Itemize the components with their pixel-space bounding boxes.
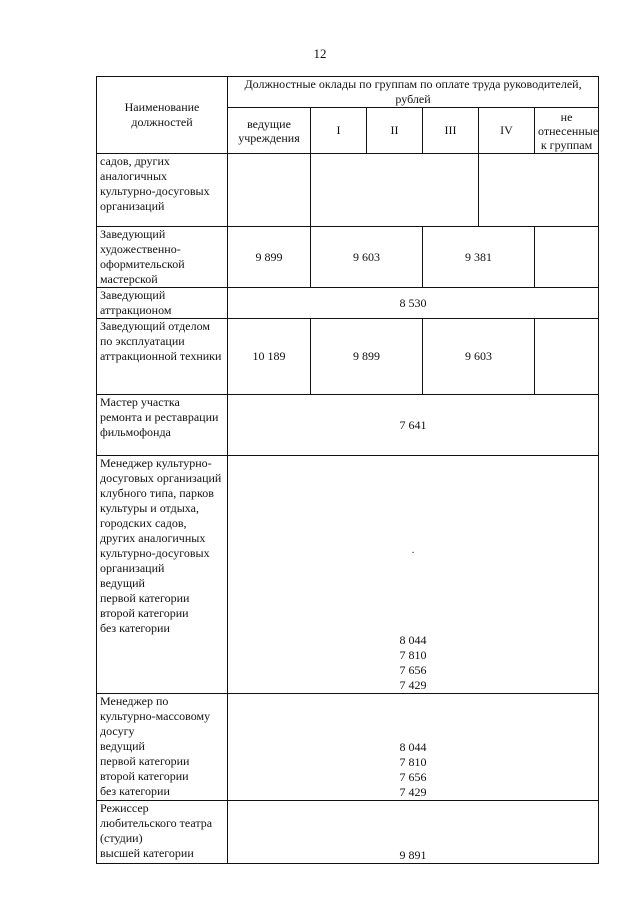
category-level: без категории	[100, 621, 170, 635]
category-value: 7 429	[399, 785, 427, 799]
category-value: 7 810	[399, 648, 427, 662]
salary-table	[96, 76, 599, 864]
category-level: первой категории	[100, 591, 190, 605]
table-row	[97, 801, 599, 864]
position-intro: Менеджер по культурно-массовому досугу	[100, 694, 211, 738]
value-all-groups: 8 530	[228, 288, 599, 319]
value-all-groups	[228, 694, 599, 801]
category-level: первой категории	[100, 754, 190, 768]
category-level: высшей категории	[100, 846, 194, 860]
category-value: 8 044	[399, 633, 427, 647]
category-level: второй категории	[100, 769, 189, 783]
value-all-groups	[228, 801, 599, 864]
table-row	[97, 227, 599, 288]
header-name-column: Наименование должностей	[97, 77, 228, 154]
category-value: 7 656	[399, 663, 427, 677]
position-name	[97, 456, 228, 694]
position-name	[97, 801, 228, 864]
empty-cell	[311, 154, 479, 227]
position-intro: Режиссер любительского театра (студии)	[100, 801, 213, 845]
table-row	[97, 395, 599, 456]
value-groups-3-4: 9 381	[423, 227, 535, 288]
header-group-4: IV	[479, 108, 535, 154]
category-value: 7 656	[399, 770, 427, 784]
table-row	[97, 288, 599, 319]
value-all-groups: 7 641	[228, 395, 599, 456]
value-groups-3-4: 9 603	[423, 319, 535, 395]
position-intro: Менеджер культурно-досуговых организаций клубного типа, парков культуры и отдыха, городских садов, других аналогичных культурно-досуговых организаций	[100, 456, 222, 575]
position-name: Заведующий художественно-оформительской мастерской	[97, 227, 228, 288]
category-level: ведущий	[100, 576, 145, 590]
position-name: Заведующий аттракционом	[97, 288, 228, 319]
value-leading: 9 899	[228, 227, 311, 288]
value-groups-1-2: 9 899	[311, 319, 423, 395]
table-row	[97, 319, 599, 395]
value-groups-1-2: 9 603	[311, 227, 423, 288]
category-level: без категории	[100, 784, 170, 798]
table-row	[97, 456, 599, 694]
table-row	[97, 694, 599, 801]
header-group-3: III	[423, 108, 479, 154]
category-level: второй категории	[100, 606, 189, 620]
value-all-groups	[228, 456, 599, 694]
value-leading: 10 189	[228, 319, 311, 395]
category-value: 7 810	[399, 755, 427, 769]
empty-cell	[479, 154, 599, 227]
stray-mark: ·	[411, 548, 415, 559]
category-value: 8 044	[399, 740, 427, 754]
empty-cell	[535, 319, 599, 395]
page-number: 12	[313, 46, 327, 61]
position-name: Мастер участка ремонта и реставрации фильмофонда	[97, 395, 228, 456]
header-leading: ведущие учреждения	[228, 108, 311, 154]
position-name	[97, 694, 228, 801]
header-group-1: I	[311, 108, 367, 154]
category-value: 9 891	[399, 848, 427, 862]
empty-cell	[535, 227, 599, 288]
category-level: ведущий	[100, 739, 145, 753]
empty-cell	[228, 154, 311, 227]
table-row	[97, 154, 599, 227]
header-group-title: Должностные оклады по группам по оплате труда руководителей, рублей	[228, 77, 599, 108]
position-name: садов, других аналогичных культурно-досуговых организаций	[97, 154, 228, 227]
header-not-grouped: не отнесенные к группам	[535, 108, 599, 154]
header-group-2: II	[367, 108, 423, 154]
category-value: 7 429	[399, 678, 427, 692]
position-name: Заведующий отделом по эксплуатации аттракционной техники	[97, 319, 228, 395]
